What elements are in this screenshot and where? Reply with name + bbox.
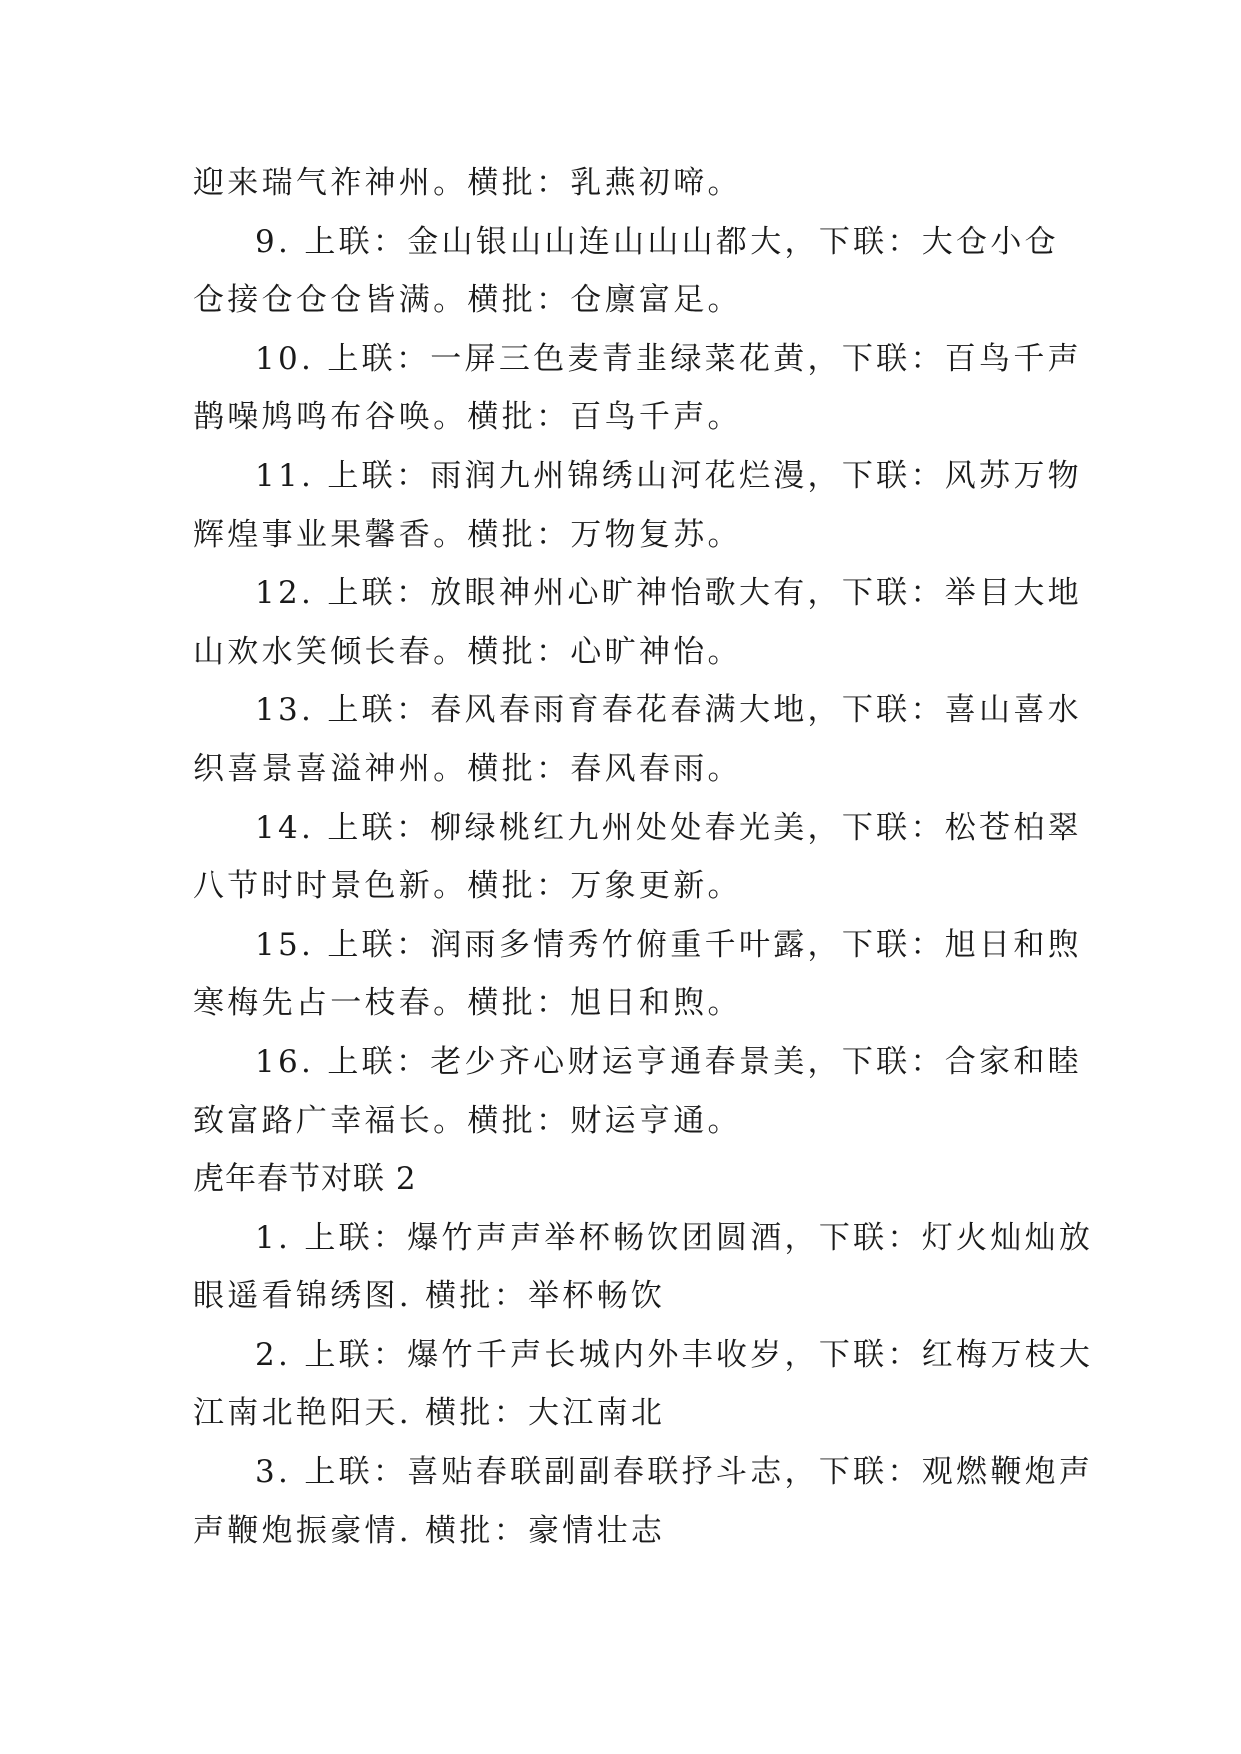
text-line: 鹊噪鸠鸣布谷唤。横批：百鸟千声。	[193, 399, 742, 436]
text-line: 江南北艳阳天. 横批：大江南北	[193, 1395, 666, 1432]
text-line: 织喜景喜溢神州。横批：春风春雨。	[193, 750, 742, 787]
text-line: 15. 上联：润雨多情秀竹俯重千叶露，下联：旭日和煦	[255, 926, 1082, 963]
text-line: 1. 上联：爆竹声声举杯畅饮团圆酒，下联：灯火灿灿放	[255, 1219, 1094, 1256]
text-line: 3. 上联：喜贴春联副副春联抒斗志，下联：观燃鞭炮声	[255, 1454, 1094, 1491]
text-line: 16. 上联：老少齐心财运亨通春景美，下联：合家和睦	[255, 1043, 1082, 1080]
text-line: 眼遥看锦绣图. 横批：举杯畅饮	[193, 1278, 666, 1315]
document-body	[193, 154, 1094, 1560]
text-line: 辉煌事业果馨香。横批：万物复苏。	[193, 516, 742, 553]
text-line: 10. 上联：一屏三色麦青韭绿菜花黄，下联：百鸟千声	[255, 340, 1082, 377]
text-line: 声鞭炮振豪情. 横批：豪情壮志	[193, 1512, 666, 1549]
text-line: 山欢水笑倾长春。横批：心旷神怡。	[193, 633, 742, 670]
text-line: 寒梅先占一枝春。横批：旭日和煦。	[193, 985, 742, 1022]
text-line: 致富路广幸福长。横批：财运亨通。	[193, 1102, 742, 1139]
text-line: 八节时时景色新。横批：万象更新。	[193, 868, 742, 905]
text-line: 9. 上联：金山银山山连山山山都大，下联：大仓小仓	[255, 223, 1059, 260]
section-heading: 虎年春节对联 2	[193, 1161, 417, 1198]
text-line: 仓接仓仓仓皆满。横批：仓廪富足。	[193, 282, 742, 319]
text-line: 12. 上联：放眼神州心旷神怡歌大有，下联：举目大地	[255, 575, 1082, 612]
text-line: 迎来瑞气祚神州。横批：乳燕初啼。	[193, 165, 742, 201]
text-line: 2. 上联：爆竹千声长城内外丰收岁，下联：红梅万枝大	[255, 1336, 1094, 1373]
text-line: 13. 上联：春风春雨育春花春满大地，下联：喜山喜水	[255, 692, 1082, 729]
text-line: 11. 上联：雨润九州锦绣山河花烂漫，下联：风苏万物	[255, 457, 1082, 494]
text-line: 14. 上联：柳绿桃红九州处处春光美，下联：松苍柏翠	[255, 809, 1082, 846]
